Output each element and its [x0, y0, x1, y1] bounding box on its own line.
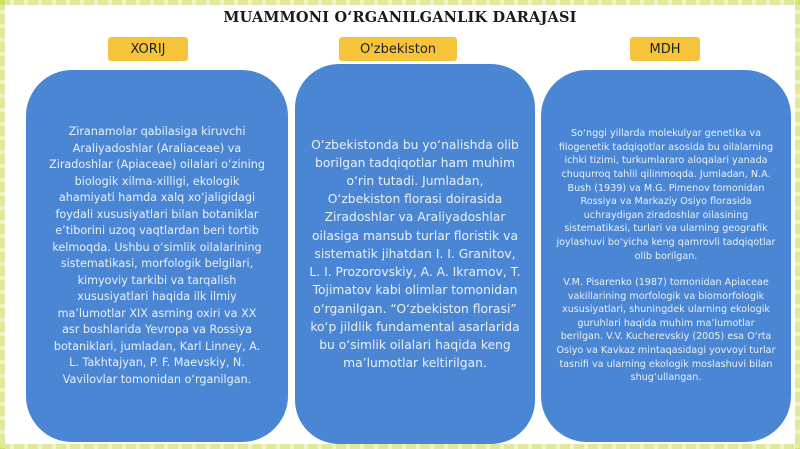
decorative-border-right [795, 0, 800, 449]
panel-ozbekiston-text: O‘zbekistonda bu yo‘nalishda olib borilgan tadqiqotlar ham muhim o‘rin tutadi. Jumladan, O‘zbekiston florasi doirasida Ziradoshlar va Araliyadoshlar oilasiga mansub turlar floristik va sistematik jihatdan I. I. Granitov, L. I. Prozorovskiy, A. A. Ikramov, T. Tojimatov kabi olimlar tomonidan o‘rganilgan. “O‘zbekiston florasi” ko‘p jildlik fundamental asarlarida bu o‘simlik oilalari haqida keng ma’lumotlar keltirilgan. [309, 137, 521, 371]
panel-xorij-text: Ziranamolar qabilasiga kiruvchi Araliyadoshlar (Araliaceae) va Ziradoshlar (Apiaceae) oilalari o‘zining biologik xilma-xilligi, ekologik ahamiyati hamda xalq xo‘jaligidagi foydali xususiyatlari bilan botaniklar e’tiborini uzoq vaqtlardan beri tortib kelmoqda. Ushbu o‘simlik oilalarining sistematikasi, morfologik belgilari, kimyoviy tarkibi va tarqalish xususiyatlari haqida ilk ilmiy ma’lumotlar XIX asrning oxiri va XX asr boshlarida Yevropa va Rossiya botaniklari, jumladan, Karl Linney, A. L. Takhtajyan, P. F. Maevskiy, N. Vavilovlar tomonidan o‘rganilgan. [49, 125, 265, 386]
tab-mdh: MDH [630, 37, 700, 61]
tab-ozbekiston: O'zbekiston [339, 37, 457, 61]
decorative-border-left [0, 0, 5, 449]
panel-mdh [541, 70, 791, 442]
panel-mdh-paragraph-2: V.M. Pisarenko (1987) tomonidan Apiaceae vakillarining morfologik va biomorfologik xususiyatlari, shuningdek ularning ekologik guruhlari haqida muhim ma’lumotlar berilgan. V.V. Kucherevskiy (2005) esa O‘rta Osiyo va Kavkaz mintaqasidagi yovvoyi turlar tasnifi va ularning ekologik moslashuvi bilan shug‘ullangan. [556, 277, 776, 384]
paragraph-spacer [555, 263, 777, 276]
panel-ozbekiston [295, 64, 535, 444]
panel-xorij [26, 70, 288, 442]
panel-mdh-paragraph-1: So‘nggi yillarda molekulyar genetika va filogenetik tadqiqotlar asosida bu oilalarning ichki tizimi, turkumlararo aloqalari yanada chuqurroq tahlil qilinmoqda. Jumladan, N.A. Bush (1939) va M.G. Pimenov tomonidan Rossiya va Markaziy Osiyo florasida uchraydigan ziradoshlar oilasining sistematikasi, turlari va ularning geografik joylashuvi bo‘yicha keng qamrovli tadqiqotlar olib borilgan. [556, 128, 776, 262]
slide-title: MUAMMONI O‘RGANILGANLIK DARAJASI [223, 9, 577, 26]
tab-xorij: XORIJ [108, 37, 188, 61]
panel-mdh-content [555, 127, 777, 385]
decorative-border-top [0, 0, 800, 5]
decorative-border-bottom [0, 444, 800, 449]
